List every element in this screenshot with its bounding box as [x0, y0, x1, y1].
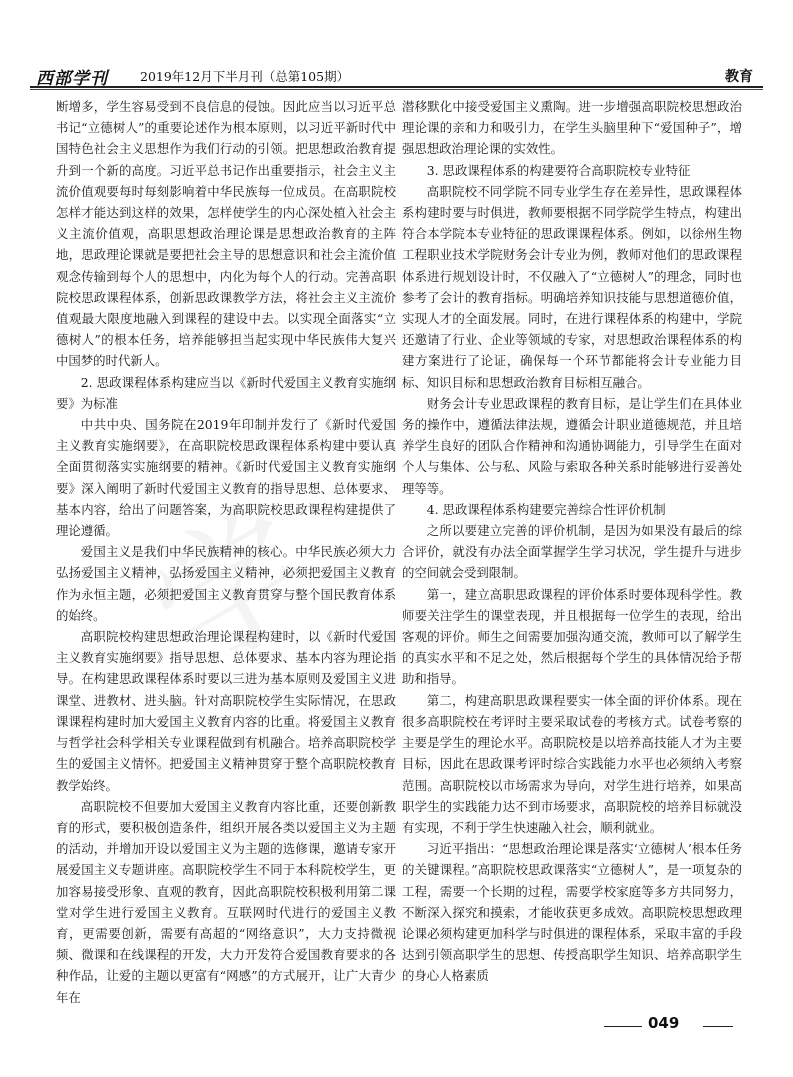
subheading: 4. 思政课程体系构建要完善综合性评价机制	[426, 501, 666, 517]
header-rule	[30, 86, 763, 88]
paragraph: 习近平指出：“思想政治理论课是落实‘立德树人’根本任务的关键课程。”高职院校思政课落实“立德树人”，是一项复杂的工程，需要一个长期的过程，需要学校家庭等多方共同努力，不断深入探究和摸索，才能收获更多成效。高职院校思想政理论课必须构建更加科学与时俱进的课程体系，采取丰富的手段达到引领高职学生的思想、传授高职学生知识、培养高职学生的身心人格素质	[402, 841, 742, 984]
running-header	[30, 62, 763, 89]
left-column	[56, 96, 396, 1008]
section-title: 教育	[725, 69, 753, 85]
journal-logo: 西部学刊	[36, 69, 108, 89]
subheading: 3. 思政课程体系的构建要符合高职院校专业特征	[426, 162, 691, 178]
issue-info: 2019年12月下半月刊（总第105期）	[140, 69, 350, 84]
paragraph: 高职院校不同学院不同专业学生存在差异性，思政课程体系构建时要与时俱进，教师要根据不同学院学生特点，构建出符合本学院本专业特征的思政课课程体系。例如，以徐州生物工程职业技术学院财务会计专业为例，教师对他们的思政课程体系进行规划设计时，不仅融入了“立德树人”的理念，同时也参考了会计的教育指标。明确培养知识技能与思想道德价值，实现人才的全面发展。同时，在进行课程体系的构建中，学院还邀请了行业、企业等领域的专家，对思想政治课程体系的构建方案进行了论证，确保每一个环节都能将会计专业能力目标、知识目标和思想政治教育目标相互融合。	[402, 183, 742, 390]
header-rule-thin	[30, 89, 763, 90]
paragraph: 断增多，学生容易受到不良信息的侵蚀。因此应当以习近平总书记“立德树人”的重要论述作为根本原则，以习近平新时代中国特色社会主义思想作为我们行动的引领。把思想政治教育提升到一个新的高度。习近平总书记作出重要指示，社会主义主流价值观要每时每刻影响着中华民族每一位成员。在高职院校怎样才能达到这样的效果，怎样使学生的内心深处植入社会主义主流价值观，高职思想政治理论课是思想政治教育的主阵地，思政理论课就是要把社会主导的思想意识和社会主流价值观念传输到每个人的思想中，内化为每个人的行动。完善高职院校思政课程体系，创新思政课教学方法，将社会主义主流价值观最大限度地融入到课程的建设中去。以实现全面落实“立德树人”的根本任务，培养能够担当起实现中华民族伟大复兴中国梦的时代新人。	[56, 99, 396, 369]
paragraph: 之所以要建立完善的评价机制，是因为如果没有最后的综合评价，就没有办法全面掌握学生学习状况，学生提升与进步的空间就会受到限制。	[402, 523, 742, 581]
right-column	[402, 96, 742, 987]
paragraph: 爱国主义是我们中华民族精神的核心。中华民族必须大力弘扬爱国主义精神，弘扬爱国主义精神，必须把爱国主义教育作为永恒主题，必须把爱国主义教育贯穿与整个国民教育体系的始终。	[56, 544, 396, 623]
paragraph: 第一，建立高职思政课程的评价体系时要体现科学性。教师要关注学生的课堂表现，并且根据每一位学生的表现，给出客观的评价。师生之间需要加强沟通交流，教师可以了解学生的真实水平和不足之处，然后根据每个学生的具体情况给予帮助和指导。	[402, 586, 742, 687]
subheading: 2. 思政课程体系构建应当以《新时代爱国主义教育实施纲要》为标准	[56, 374, 396, 411]
paragraph: 高职院校不但要加大爱国主义教育内容比重，还要创新教育的形式，要积极创造条件，组织开展各类以爱国主义为主题的活动，并增加开设以爱国主义为主题的选修课，邀请专家开展爱国主义专题讲座。高职院校学生不同于本科院校学生，更加容易接受形象、直观的教育，因此高职院校积极利用第二课堂对学生进行爱国主义教育。互联网时代进行的爱国主义教育，更需要创新，需要有高超的“网络意识”，大力支持微视频、微课和在线课程的开发，大力开发符合爱国教育要求的各种作品，让爱的主题以更富有“网感”的方式展开，让广大青少年在	[56, 798, 396, 1005]
paragraph: 第二，构建高职思政课程要实一体全面的评价体系。现在很多高职院校在考评时主要采取试卷的考核方式。试卷考察的主要是学生的理论水平。高职院校是以培养高技能人才为主要目标，因此在思政课考评时综合实践能力水平也必须纳入考察范围。高职院校以市场需求为导向，对学生进行培养，如果高职学生的实践能力达不到市场要求，高职院校的培养目标就没有实现，不利于学生快速融入社会，顺利就业。	[402, 692, 742, 835]
footer-rule-right	[703, 1026, 733, 1027]
paragraph: 高职院校构建思想政治理论课程构建时，以《新时代爱国主义教育实施纲要》指导思想、总体要求、基本内容为理论指导。在构建思政课程体系时要以三进为基本原则及爱国主义进课堂、进教材、进头脑。针对高职院校学生实际情况，在思政课课程构建时加大爱国主义教育内容的比重。将爱国主义教育与哲学社会科学相关专业课程做到有机融合。培养高职院校学生的爱国主义情怀。把爱国主义精神贯穿于整个高职院校教育教学始终。	[56, 629, 396, 793]
page-number: 049	[648, 1014, 680, 1032]
paragraph: 中共中央、国务院在2019年印制并发行了《新时代爱国主义教育实施纲要》，在高职院校思政课程体系构建中要认真全面贯彻落实实施纲要的精神。《新时代爱国主义教育实施纲要》深入阐明了新时代爱国主义教育的指导思想、总体要求、基本内容，给出了问题答案，为高职院校思政课程构建提供了理论遵循。	[56, 417, 396, 539]
footer-rule-left	[604, 1026, 642, 1027]
paragraph: 潜移默化中接受爱国主义熏陶。进一步增强高职院校思想政治理论课的亲和力和吸引力，在学生头脑里种下“爱国种子”，增强思想政治理论课的实效性。	[402, 99, 742, 157]
paragraph: 财务会计专业思政课程的教育目标，是让学生们在具体业务的操作中，遵循法律法规，遵循会计职业道德规范，并且培养学生良好的团队合作精神和沟通协调能力，引导学生在面对个人与集体、公与私、风险与索取各种关系时能够进行妥善处理等等。	[402, 395, 742, 496]
